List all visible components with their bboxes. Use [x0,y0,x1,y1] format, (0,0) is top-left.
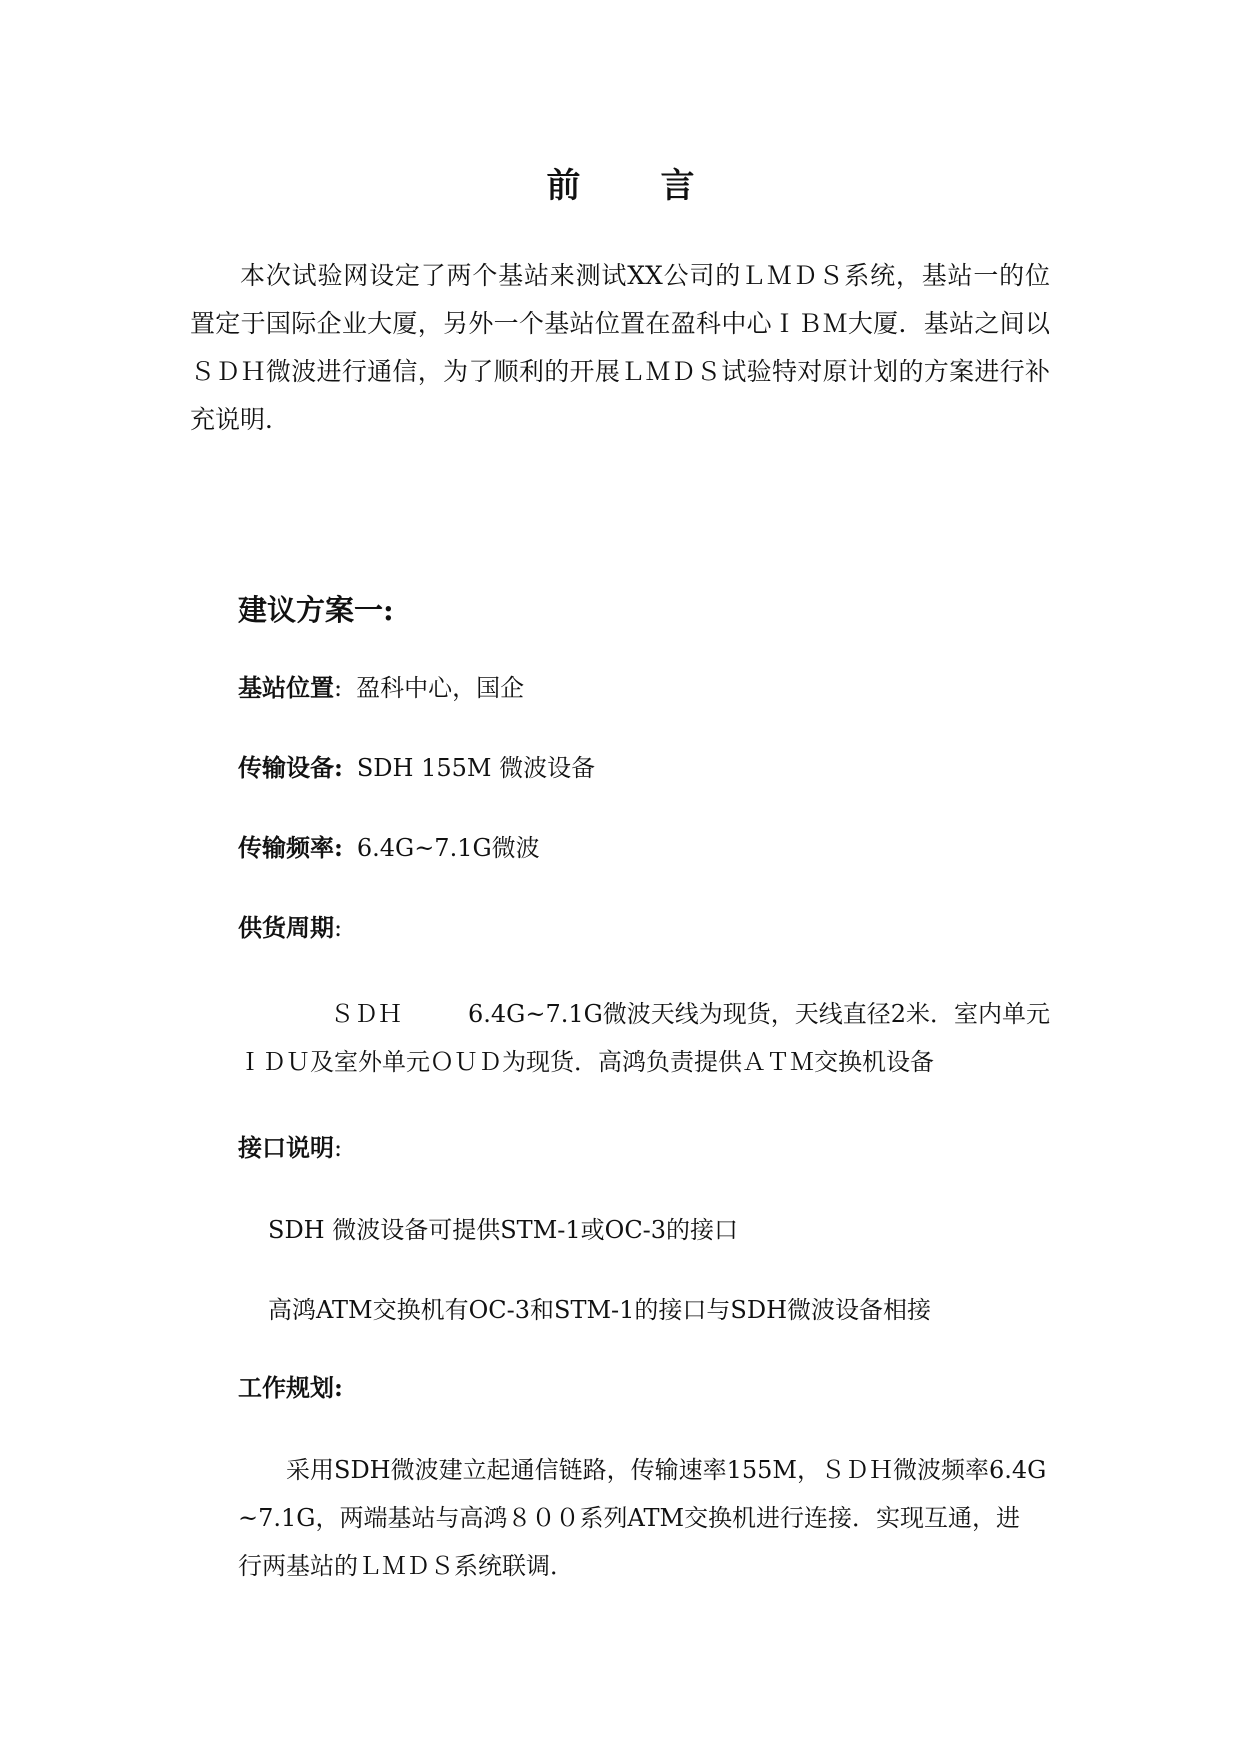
field-interface-label: 接口说明 [238,1133,334,1162]
field-interface [238,1128,342,1163]
title-char-2: 言 [660,166,695,206]
work-line-1: 采用SDH微波建立起通信链路，传输速率155M，ＳＤＨ微波频率6.4G [286,1456,1047,1484]
field-interface-sep: : [334,1134,343,1162]
intro-paragraph: 本次试验网设定了两个基站来测试XX公司的ＬＭＤＳ系统，基站一的位置定于国际企业大厦，另外一个基站位置在盈科中心ＩＢＭ大厦．基站之间以ＳＤＨ微波进行通信，为了顺利的开展ＬＭＤＳ试验特对原计划的方案进行补充说明． [190,261,1050,434]
field-equipment-label: 传输设备: [238,753,343,782]
interface-line-2: 高鸿ATM交换机有OC-3和STM-1的接口与SDH微波设备相接 [268,1296,932,1324]
field-frequency [238,828,540,863]
field-equipment [238,748,595,783]
supply-line-1 [238,990,1050,1038]
supply-line-1-b: 6.4G~7.1G微波天线为现货，天线直径2米．室内单元 [468,1000,1051,1028]
supply-line-1-a: ＳＤＨ [330,1000,402,1028]
page-title [0,158,1241,207]
title-char-1: 前 [546,166,581,206]
field-station [238,668,524,703]
field-frequency-value: 6.4G~7.1G微波 [356,834,540,862]
plan-heading: 建议方案一: [238,593,394,627]
field-work-label: 工作规划: [238,1373,343,1402]
field-supply [238,908,342,943]
work-paragraph [238,1446,1046,1590]
field-frequency-label: 传输频率: [238,833,343,862]
field-work [238,1368,343,1403]
supply-paragraph [238,990,1050,1086]
field-supply-sep: : [334,914,343,942]
interface-line-1: SDH 微波设备可提供STM-1或OC-3的接口 [268,1216,739,1244]
work-line-2: ~7.1G，两端基站与高鸿８００系列ATM交换机进行连接．实现互通，进 [238,1504,1021,1532]
field-station-value: 盈科中心，国企 [356,674,525,702]
field-station-sep: : [334,674,343,702]
field-supply-label: 供货周期 [238,913,334,942]
work-line-3: 行两基站的ＬＭＤＳ系统联调． [238,1552,574,1580]
field-equipment-value: SDH 155M 微波设备 [356,754,596,782]
field-station-label: 基站位置 [238,673,334,702]
supply-line-2: ＩＤＵ及室外单元ＯＵＤ为现货．高鸿负责提供ＡＴＭ交换机设备 [238,1048,934,1076]
